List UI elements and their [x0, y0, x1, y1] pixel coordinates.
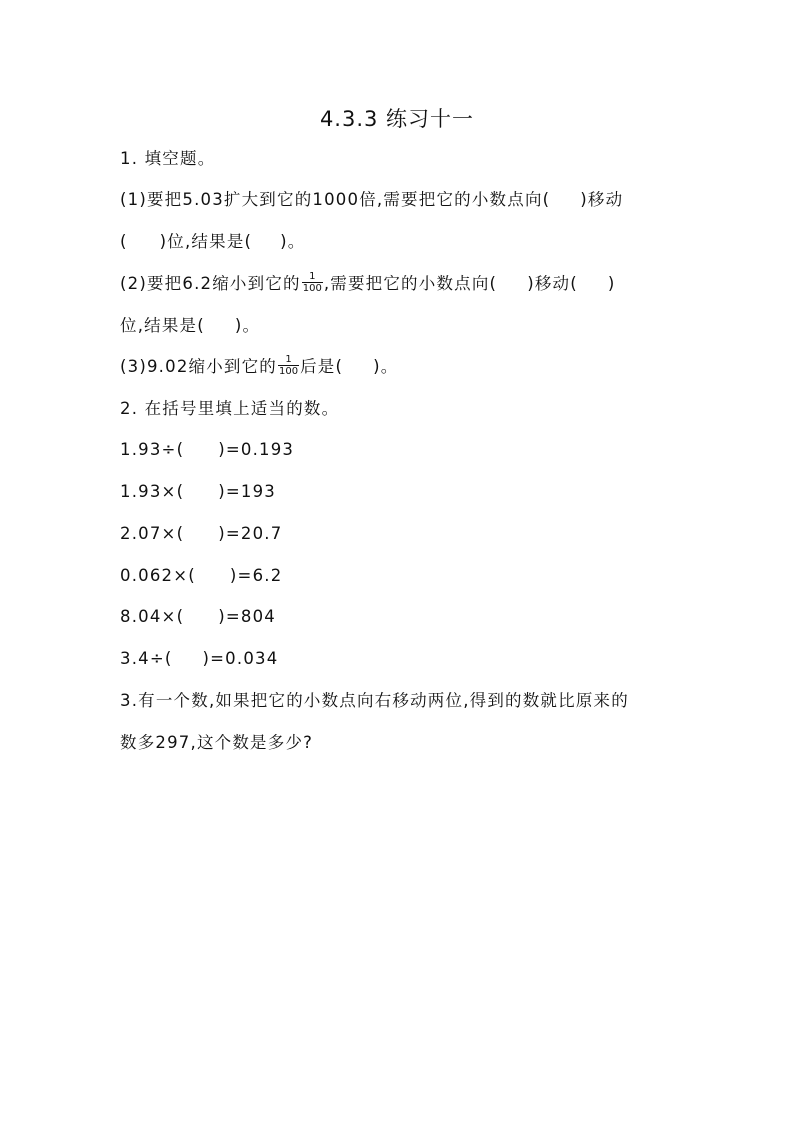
fraction-denominator: 100	[279, 366, 299, 377]
fraction	[302, 271, 323, 294]
q3-line1: 3.有一个数,如果把它的小数点向右移动两位,得到的数就比原来的	[120, 691, 629, 710]
q2-item	[120, 438, 294, 462]
q1-p2-text-d: )	[607, 274, 616, 293]
fraction-denominator: 100	[302, 283, 322, 294]
q2-item-right: )=0.034	[202, 649, 279, 668]
q2-heading: 2. 在括号里填上适当的数。	[120, 399, 340, 418]
q1-part1-line2	[120, 230, 306, 254]
q2-item-right: )=804	[218, 607, 276, 626]
q1-p3-text-a: (3)9.02缩小到它的	[120, 357, 278, 376]
q2-item	[120, 605, 276, 629]
q1-part2-line2	[120, 314, 260, 338]
q2-item-left: 1.93÷(	[120, 440, 185, 459]
q2-item-left: 8.04×(	[120, 607, 185, 626]
q1-part3	[120, 355, 399, 379]
q2-item-right: )=193	[218, 482, 276, 501]
q2-item-left: 0.062×(	[120, 566, 196, 585]
q3-line2: 数多297,这个数是多少?	[120, 733, 314, 752]
fraction-numerator: 1	[285, 354, 292, 365]
q1-p2-text-f: )。	[234, 316, 261, 335]
q2-item	[120, 647, 278, 671]
fraction	[278, 354, 299, 377]
q1-p1-text-c: (	[120, 232, 128, 251]
q2-item	[120, 522, 282, 546]
q1-heading: 1. 填空题。	[120, 149, 216, 168]
q2-item	[120, 564, 282, 588]
q1-p2-text-b: ,需要把它的小数点向(	[323, 274, 498, 293]
q1-p1-text-b: )移动	[580, 190, 624, 209]
q1-p2-text-a: (2)要把6.2缩小到它的	[120, 274, 301, 293]
q1-p1-text-e: )。	[280, 232, 306, 251]
q2-item-left: 2.07×(	[120, 524, 185, 543]
q2-item-left: 1.93×(	[120, 482, 185, 501]
q1-p1-text-d: )位,结果是(	[159, 232, 253, 251]
q1-part1-line1	[120, 188, 623, 212]
q2-item-right: )=20.7	[218, 524, 283, 543]
fraction-numerator: 1	[309, 271, 316, 282]
q2-item-right: )=0.193	[218, 440, 295, 459]
q1-part2-line1	[120, 272, 616, 296]
q1-p3-text-c: )。	[373, 357, 399, 376]
q1-p2-text-e: 位,结果是(	[120, 316, 205, 335]
q1-p2-text-c: )移动(	[527, 274, 578, 293]
q2-item-left: 3.4÷(	[120, 649, 173, 668]
page-title: 4.3.3 练习十一	[319, 107, 475, 131]
q2-item	[120, 480, 276, 504]
q2-item-right: )=6.2	[229, 566, 283, 585]
q1-p1-text-a: (1)要把5.03扩大到它的1000倍,需要把它的小数点向(	[120, 190, 551, 209]
q1-p3-text-b: 后是(	[300, 357, 344, 376]
